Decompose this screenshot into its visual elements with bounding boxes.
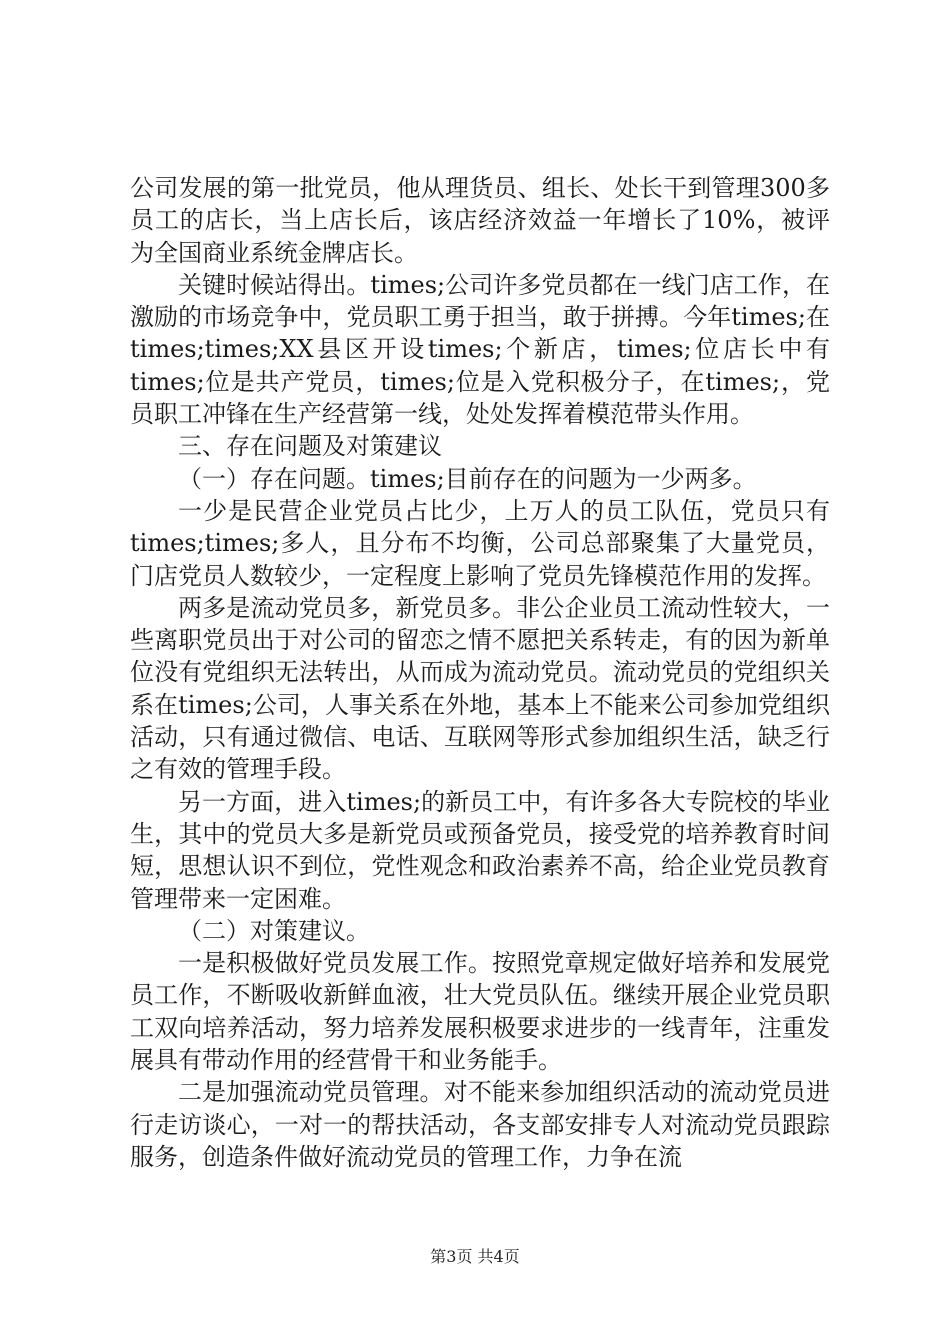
document-body: [130, 172, 830, 1173]
paragraph: 二是加强流动党员管理。对不能来参加组织活动的流动党员进行走访谈心，一对一的帮扶活动，各支部安排专人对流动党员跟踪服务，创造条件做好流动党员的管理工作，力争在流: [130, 1078, 830, 1171]
paragraph: 公司发展的第一批党员，他从理货员、组长、处长干到管理300多员工的店长，当上店长后，该店经济效益一年增长了10%，被评为全国商业系统金牌店长。: [130, 174, 830, 267]
paragraph: 关键时候站得出。times;公司许多党员都在一线门店工作，在激励的市场竞争中，党员职工勇于担当，敢于拼搏。今年times;在times;times;XX县区开设times;个新店，times;位店长中有times;位是共产党员，times;位是入党积极分子，在times;，党员职工冲锋在生产经营第一线，处处发挥着模范带头作用。: [130, 270, 830, 429]
paragraph: 一少是民营企业党员占比少，上万人的员工队伍，党员只有times;times;多人，且分布不均衡，公司总部聚集了大量党员，门店党员人数较少，一定程度上影响了党员先锋模范作用的发挥。: [130, 496, 830, 590]
page-number: 第3页 共4页: [430, 1247, 520, 1266]
page-footer: [0, 1244, 950, 1267]
subsection-heading: （二）对策建议。: [178, 916, 370, 945]
subsection-heading: （一）存在问题。times;目前存在的问题为一少两多。: [178, 464, 757, 493]
paragraph: 两多是流动党员多，新党员多。非公企业员工流动性较大，一些离职党员出于对公司的留恋之情不愿把关系转走，有的因为新单位没有党组织无法转出，从而成为流动党员。流动党员的党组织关系在times;公司，人事关系在外地，基本上不能来公司参加党组织活动，只有通过微信、电话、互联网等形式参加组织生活，缺乏行之有效的管理手段。: [130, 593, 830, 784]
paragraph: 另一方面，进入times;的新员工中，有许多各大专院校的毕业生，其中的党员大多是新党员或预备党员，接受党的培养教育时间短，思想认识不到位，党性观念和政治素养不高，给企业党员教育管理带来一定困难。: [130, 787, 830, 913]
section-heading: 三、存在问题及对策建议: [178, 432, 442, 461]
paragraph: 一是积极做好党员发展工作。按照党章规定做好培养和发展党员工作，不断吸收新鲜血液，壮大党员队伍。继续开展企业党员职工双向培养活动，努力培养发展积极要求进步的一线青年，注重发展具有带动作用的经营骨干和业务能手。: [130, 949, 830, 1075]
